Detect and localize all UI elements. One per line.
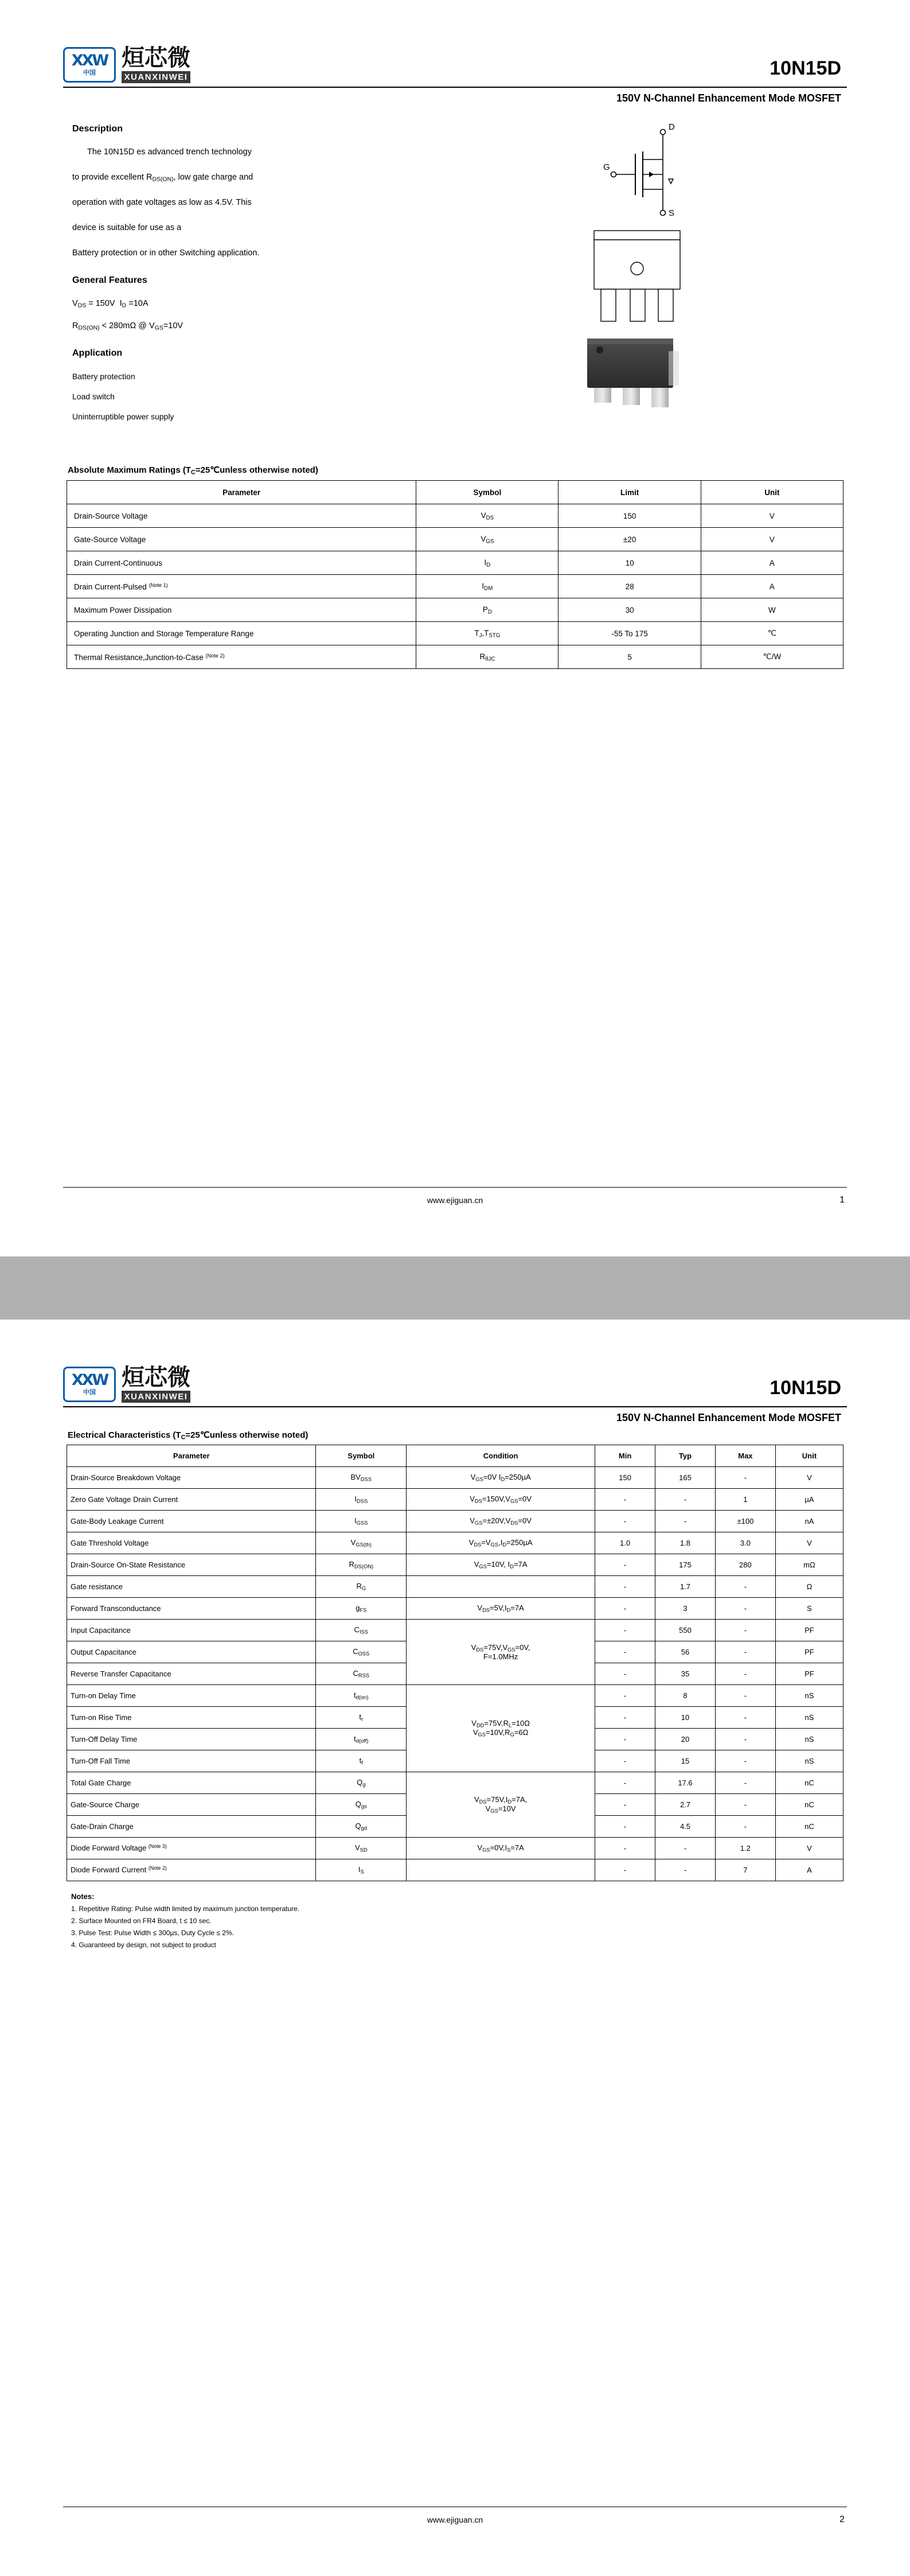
- cell-symbol: $R_{DS(ON)}$: [316, 1554, 407, 1575]
- cell-typ: 15: [655, 1750, 716, 1772]
- cell-min: -: [595, 1859, 655, 1881]
- header-divider: [63, 1406, 847, 1407]
- table-row: [67, 528, 843, 551]
- company-logo: [63, 1365, 190, 1403]
- footer-divider: [63, 1187, 847, 1188]
- cell-unit: ℃: [701, 622, 843, 645]
- page-1-header: [63, 34, 847, 83]
- cell-unit: A: [775, 1859, 843, 1881]
- cell-max: 7: [715, 1859, 775, 1881]
- cell-min: -: [595, 1575, 655, 1597]
- cell-parameter: Turn-Off Fall Time: [67, 1750, 316, 1772]
- cell-max: -: [715, 1641, 775, 1663]
- svg-text:G: G: [603, 162, 610, 172]
- absolute-max-ratings-section: [63, 465, 847, 670]
- table-header-row: [67, 1445, 843, 1466]
- page-number: 1: [839, 1195, 845, 1205]
- cell-max: 280: [715, 1554, 775, 1575]
- general-features-line-1: $V_{DS} = 150V$ $I_D =10A$: [72, 299, 149, 309]
- mosfet-symbol-diagram: [583, 124, 714, 224]
- cell-unit: V: [775, 1466, 843, 1488]
- page-title: 10N15D: [770, 57, 841, 79]
- cell-parameter: Drain-Source On-State Resistance: [67, 1554, 316, 1575]
- table-row: [67, 504, 843, 528]
- logo-english-name: XUANXINWEI: [122, 71, 190, 83]
- cell-parameter: Turn-on Delay Time: [67, 1684, 316, 1706]
- cell-symbol: $V_{GS(th)}$: [316, 1532, 407, 1554]
- cell-unit: PF: [775, 1619, 843, 1641]
- cell-typ: 1.7: [655, 1575, 716, 1597]
- description-line-2: to provide excellent $R_{DS(ON)}$, low gate charge and: [72, 173, 253, 183]
- cell-unit: S: [775, 1597, 843, 1619]
- cell-max: -: [715, 1597, 775, 1619]
- header-divider: [63, 87, 847, 88]
- table-row: [67, 551, 843, 575]
- cell-unit: nA: [775, 1510, 843, 1532]
- cell-condition: $V_{DS}=150V,V_{GS}=0V$: [407, 1488, 595, 1510]
- cell-max: 1.2: [715, 1837, 775, 1859]
- cell-min: -: [595, 1750, 655, 1772]
- cell-max: -: [715, 1619, 775, 1641]
- description-line-1: The 10N15D es advanced trench technology: [87, 147, 252, 157]
- col-min: Min: [595, 1445, 655, 1466]
- cell-max: -: [715, 1575, 775, 1597]
- cell-symbol: $R_{\theta JC}$: [416, 645, 559, 669]
- cell-max: 1: [715, 1488, 775, 1510]
- cell-typ: -: [655, 1859, 716, 1881]
- page-1-footer: [63, 1187, 847, 1205]
- page-gap: [0, 1256, 910, 1320]
- cell-max: -: [715, 1728, 775, 1750]
- cell-min: -: [595, 1772, 655, 1793]
- cell-condition-gate-charge: $V_{DS}=75V,I_D=7A$, $V_{GS}=10V$: [407, 1772, 595, 1837]
- cell-parameter: Output Capacitance: [67, 1641, 316, 1663]
- cell-typ: 165: [655, 1466, 716, 1488]
- cell-typ: 2.7: [655, 1793, 716, 1815]
- cell-parameter: Gate-Source Voltage: [67, 528, 416, 551]
- cell-symbol: $R_G$: [316, 1575, 407, 1597]
- cell-parameter: Drain-Source Breakdown Voltage: [67, 1466, 316, 1488]
- cell-condition: $V_{DS}=V_{GS},I_D=250\mu A$: [407, 1532, 595, 1554]
- cell-unit: Ω: [775, 1575, 843, 1597]
- logo-english-name: XUANXINWEI: [122, 1391, 190, 1403]
- cell-min: -: [595, 1619, 655, 1641]
- cell-symbol: $BV_{DSS}$: [316, 1466, 407, 1488]
- cell-symbol: $Q_g$: [316, 1772, 407, 1793]
- svg-text:D: D: [668, 124, 675, 132]
- logo-chinese-name: 烜芯微: [122, 45, 190, 71]
- table-row: [67, 1837, 843, 1859]
- cell-parameter: Drain-Source Voltage: [67, 504, 416, 528]
- notes-heading: Notes:: [71, 1892, 95, 1901]
- cell-min: -: [595, 1837, 655, 1859]
- cell-parameter: Turn-Off Delay Time: [67, 1728, 316, 1750]
- cell-min: 1.0: [595, 1532, 655, 1554]
- note-item-2: 2. Surface Mounted on FR4 Board, t ≤ 10 sec.: [71, 1917, 212, 1925]
- cell-parameter: Thermal Resistance,Junction-to-Case $^{(Note 2)}$: [67, 645, 416, 669]
- col-symbol: Symbol: [416, 481, 559, 504]
- electrical-characteristics-table: [67, 1445, 843, 1881]
- table-row: [67, 1510, 843, 1532]
- description-line-4: device is suitable for use as a: [72, 223, 182, 233]
- page-1-body: [63, 124, 847, 427]
- svg-text:S: S: [668, 208, 674, 218]
- cell-condition: $V_{GS}=0V$ $I_D=250\mu A$: [407, 1466, 595, 1488]
- application-item-2: Uninterruptible power supply: [72, 411, 174, 421]
- cell-parameter: Diode Forward Voltage $^{(Note 3)}$: [67, 1837, 316, 1859]
- page-2: [0, 1320, 910, 2576]
- cell-max: -: [715, 1663, 775, 1684]
- application-heading: Application: [72, 348, 123, 358]
- cell-typ: -: [655, 1837, 716, 1859]
- cell-parameter: Total Gate Charge: [67, 1772, 316, 1793]
- cell-condition-switching: $V_{DD}=75V,R_L=10\Omega$ $V_{GS}=10V,R_G=6\Omega$: [407, 1684, 595, 1772]
- cell-symbol: $V_{DS}$: [416, 504, 559, 528]
- cell-parameter: Zero Gate Voltage Drain Current: [67, 1488, 316, 1510]
- cell-parameter: Gate resistance: [67, 1575, 316, 1597]
- cell-symbol: $t_{d(on)}$: [316, 1684, 407, 1706]
- cell-symbol: $t_{d(off)}$: [316, 1728, 407, 1750]
- cell-unit: nC: [775, 1793, 843, 1815]
- table-row: [67, 575, 843, 598]
- cell-limit: 5: [559, 645, 701, 669]
- cell-unit: nS: [775, 1750, 843, 1772]
- document-subtitle: 150V N-Channel Enhancement Mode MOSFET: [616, 1412, 841, 1423]
- cell-parameter: Operating Junction and Storage Temperature Range: [67, 622, 416, 645]
- col-condition: Condition: [407, 1445, 595, 1466]
- logo-badge-main: XXW: [71, 1371, 108, 1389]
- page-number: 2: [839, 2515, 845, 2524]
- table-row: [67, 598, 843, 622]
- right-column: [502, 124, 847, 427]
- cell-symbol: $g_{FS}$: [316, 1597, 407, 1619]
- cell-limit: -55 To 175: [559, 622, 701, 645]
- cell-max: -: [715, 1815, 775, 1837]
- cell-typ: -: [655, 1488, 716, 1510]
- electrical-characteristics-title: Electrical Characteristics ($T_C=25℃unless$ otherwise noted): [68, 1430, 308, 1441]
- cell-max: -: [715, 1772, 775, 1793]
- cell-symbol: $I_D$: [416, 551, 559, 575]
- table-row: [67, 1488, 843, 1510]
- cell-unit: W: [701, 598, 843, 622]
- col-parameter: Parameter: [67, 1445, 316, 1466]
- cell-unit: V: [701, 528, 843, 551]
- cell-parameter: Gate Threshold Voltage: [67, 1532, 316, 1554]
- table-row: [67, 1554, 843, 1575]
- cell-typ: 4.5: [655, 1815, 716, 1837]
- note-item-4: 4. Guaranteed by design, not subject to product: [71, 1941, 216, 1949]
- cell-typ: 35: [655, 1663, 716, 1684]
- cell-unit: nS: [775, 1728, 843, 1750]
- cell-unit: µA: [775, 1488, 843, 1510]
- footer-url[interactable]: www.ejiguan.cn: [427, 2515, 483, 2524]
- cell-symbol: $V_{SD}$: [316, 1837, 407, 1859]
- cell-unit: PF: [775, 1641, 843, 1663]
- cell-condition: $V_{GS}=0V,I_S=7A$: [407, 1837, 595, 1859]
- logo-text: [122, 46, 190, 83]
- cell-symbol: $P_D$: [416, 598, 559, 622]
- cell-limit: 10: [559, 551, 701, 575]
- cell-typ: 20: [655, 1728, 716, 1750]
- cell-symbol: $C_{RSS}$: [316, 1663, 407, 1684]
- cell-parameter: Maximum Power Dissipation: [67, 598, 416, 622]
- cell-min: -: [595, 1554, 655, 1575]
- cell-unit: PF: [775, 1663, 843, 1684]
- general-features-line-2: $R_{DS(ON)} < 280m\Omega$ @ $V_{GS}=10V$: [72, 321, 183, 332]
- cell-typ: 8: [655, 1684, 716, 1706]
- cell-symbol: $t_r$: [316, 1706, 407, 1728]
- cell-typ: 175: [655, 1554, 716, 1575]
- table-row: [67, 1575, 843, 1597]
- cell-unit: V: [701, 504, 843, 528]
- cell-min: -: [595, 1663, 655, 1684]
- cell-limit: 150: [559, 504, 701, 528]
- cell-condition: $V_{GS}=10V$, $I_D=7A$: [407, 1554, 595, 1575]
- logo-badge-sub: 中国: [83, 1389, 96, 1396]
- cell-max: -: [715, 1684, 775, 1706]
- cell-unit: ℃/W: [701, 645, 843, 669]
- cell-min: -: [595, 1815, 655, 1837]
- logo-badge-icon: [63, 47, 116, 83]
- cell-min: -: [595, 1684, 655, 1706]
- col-max: Max: [715, 1445, 775, 1466]
- table-row: [67, 1619, 843, 1641]
- col-unit: Unit: [701, 481, 843, 504]
- document-subtitle: 150V N-Channel Enhancement Mode MOSFET: [616, 92, 841, 104]
- col-symbol: Symbol: [316, 1445, 407, 1466]
- cell-parameter: Reverse Transfer Capacitance: [67, 1663, 316, 1684]
- cell-condition: [407, 1575, 595, 1597]
- cell-parameter: Gate-Body Leakage Current: [67, 1510, 316, 1532]
- cell-unit: V: [775, 1837, 843, 1859]
- col-typ: Typ: [655, 1445, 716, 1466]
- page-title: 10N15D: [770, 1377, 841, 1399]
- absolute-max-ratings-title: Absolute Maximum Ratings ($T_C=25℃unless$ otherwise noted): [68, 465, 318, 476]
- footer-url[interactable]: www.ejiguan.cn: [427, 1196, 483, 1205]
- electrical-characteristics-section: [63, 1430, 847, 1951]
- description-line-5: Battery protection or in other Switching application.: [72, 248, 260, 258]
- page-2-footer: [63, 2507, 847, 2524]
- cell-typ: 3: [655, 1597, 716, 1619]
- note-item-3: 3. Pulse Test: Pulse Width ≤ 300µs, Duty Cycle ≤ 2%.: [71, 1929, 234, 1937]
- cell-parameter: Turn-on Rise Time: [67, 1706, 316, 1728]
- cell-parameter: Diode Forward Current $^{(Note 2)}$: [67, 1859, 316, 1881]
- cell-unit: mΩ: [775, 1554, 843, 1575]
- cell-symbol: $t_f$: [316, 1750, 407, 1772]
- table-row: [67, 1597, 843, 1619]
- cell-min: -: [595, 1793, 655, 1815]
- table-row: [67, 645, 843, 669]
- cell-symbol: $V_{GS}$: [416, 528, 559, 551]
- col-parameter: Parameter: [67, 481, 416, 504]
- cell-condition: [407, 1859, 595, 1881]
- col-unit: Unit: [775, 1445, 843, 1466]
- cell-typ: 1.8: [655, 1532, 716, 1554]
- logo-chinese-name: 烜芯微: [122, 1364, 190, 1391]
- note-item-1: 1. Repetitive Rating: Pulse width limited by maximum junction temperature.: [71, 1905, 300, 1913]
- cell-condition-capacitance: $V_{DS}=75V,V_{GS}=0V$, F=1.0MHz: [407, 1619, 595, 1684]
- cell-limit: 28: [559, 575, 701, 598]
- cell-symbol: $Q_{gd}$: [316, 1815, 407, 1837]
- table-row: [67, 622, 843, 645]
- cell-max: -: [715, 1793, 775, 1815]
- cell-symbol: $C_{ISS}$: [316, 1619, 407, 1641]
- table-header-row: [67, 481, 843, 504]
- cell-symbol: $I_{DM}$: [416, 575, 559, 598]
- cell-parameter: Forward Transconductance: [67, 1597, 316, 1619]
- cell-min: 150: [595, 1466, 655, 1488]
- cell-typ: 10: [655, 1706, 716, 1728]
- cell-unit: V: [775, 1532, 843, 1554]
- cell-symbol: $I_{GSS}$: [316, 1510, 407, 1532]
- logo-badge-sub: 中国: [83, 69, 96, 76]
- package-outline-drawing: [571, 227, 720, 330]
- cell-min: -: [595, 1706, 655, 1728]
- page-1: [0, 0, 910, 1256]
- cell-symbol: $Q_{gs}$: [316, 1793, 407, 1815]
- cell-max: -: [715, 1466, 775, 1488]
- notes-section: [67, 1890, 843, 1952]
- cell-unit: nS: [775, 1684, 843, 1706]
- general-features-heading: General Features: [72, 275, 147, 286]
- cell-unit: A: [701, 551, 843, 575]
- logo-badge-main: XXW: [71, 52, 108, 69]
- cell-parameter: Drain Current-Continuous: [67, 551, 416, 575]
- cell-limit: ±20: [559, 528, 701, 551]
- cell-parameter: Gate-Drain Charge: [67, 1815, 316, 1837]
- package-photo: [575, 336, 718, 417]
- cell-unit: nS: [775, 1706, 843, 1728]
- cell-min: -: [595, 1728, 655, 1750]
- table-row: [67, 1772, 843, 1793]
- cell-typ: -: [655, 1510, 716, 1532]
- cell-max: -: [715, 1750, 775, 1772]
- table-row: [67, 1532, 843, 1554]
- logo-text: [122, 1365, 190, 1403]
- cell-typ: 56: [655, 1641, 716, 1663]
- cell-min: -: [595, 1641, 655, 1663]
- cell-typ: 550: [655, 1619, 716, 1641]
- description-line-3: operation with gate voltages as low as 4.5V. This: [72, 198, 252, 208]
- absolute-max-ratings-table: [67, 480, 843, 669]
- cell-unit: nC: [775, 1772, 843, 1793]
- logo-badge-icon: [63, 1367, 116, 1402]
- application-item-1: Load switch: [72, 391, 115, 401]
- company-logo: [63, 46, 190, 83]
- cell-condition: $V_{DS}=5V,I_D=7A$: [407, 1597, 595, 1619]
- cell-unit: A: [701, 575, 843, 598]
- cell-max: -: [715, 1706, 775, 1728]
- cell-symbol: $I_{DSS}$: [316, 1488, 407, 1510]
- cell-min: -: [595, 1488, 655, 1510]
- page-2-header: [63, 1354, 847, 1403]
- cell-unit: nC: [775, 1815, 843, 1837]
- cell-limit: 30: [559, 598, 701, 622]
- table-row: [67, 1859, 843, 1881]
- cell-min: -: [595, 1510, 655, 1532]
- cell-parameter: Drain Current-Pulsed $^{(Note 1)}$: [67, 575, 416, 598]
- cell-max: 3.0: [715, 1532, 775, 1554]
- table-row: [67, 1466, 843, 1488]
- cell-parameter: Gate-Source Charge: [67, 1793, 316, 1815]
- description-heading: Description: [72, 124, 123, 134]
- cell-symbol: $I_S$: [316, 1859, 407, 1881]
- cell-symbol: $C_{OSS}$: [316, 1641, 407, 1663]
- cell-typ: 17.6: [655, 1772, 716, 1793]
- cell-parameter: Input Capacitance: [67, 1619, 316, 1641]
- cell-min: -: [595, 1597, 655, 1619]
- cell-max: ±100: [715, 1510, 775, 1532]
- table-row: [67, 1684, 843, 1706]
- col-limit: Limit: [559, 481, 701, 504]
- cell-condition: $V_{GS}=\pm 20V,V_{DS}=0V$: [407, 1510, 595, 1532]
- application-item-0: Battery protection: [72, 371, 135, 381]
- left-column: [63, 124, 502, 427]
- cell-symbol: $T_J,T_{STG}$: [416, 622, 559, 645]
